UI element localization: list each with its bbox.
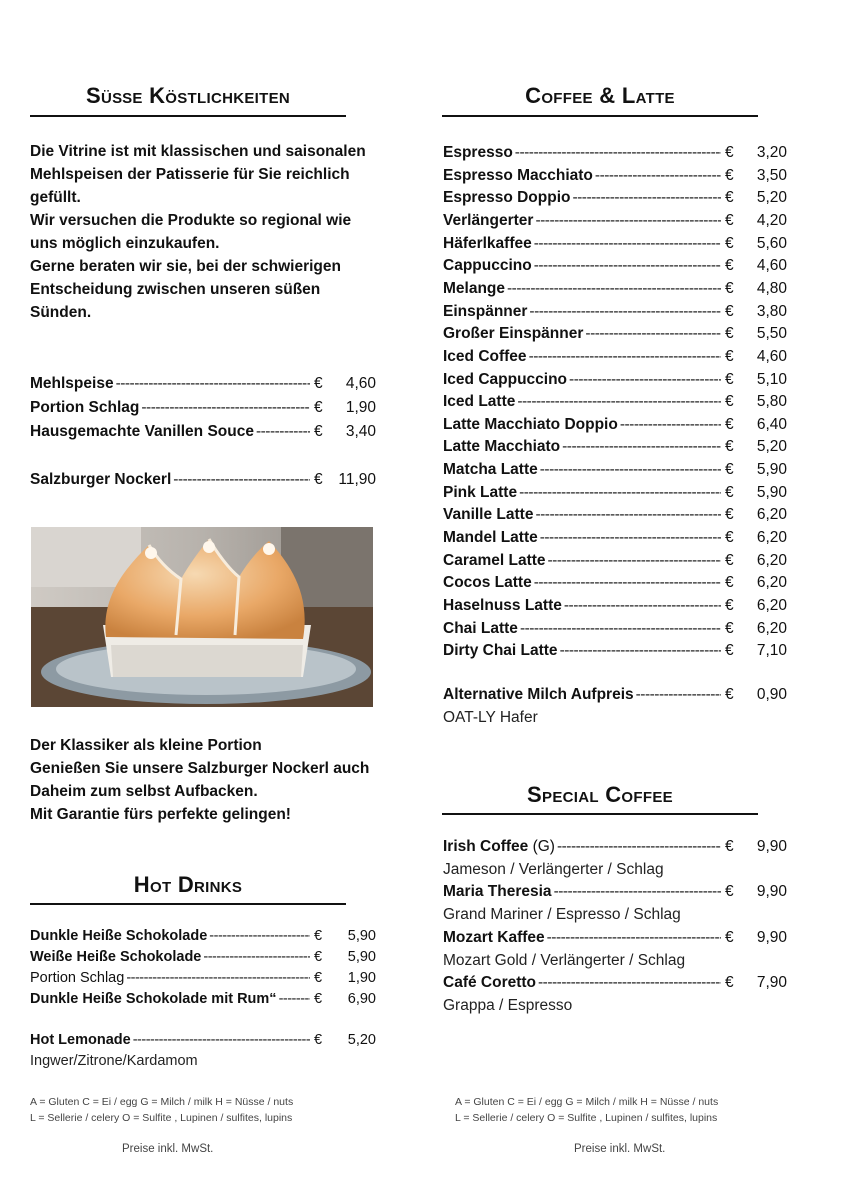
currency-symbol: €: [725, 838, 734, 855]
currency-symbol: €: [725, 597, 734, 614]
menu-item-portion-schlag-hot: [30, 970, 376, 986]
dot-leader: [520, 620, 721, 638]
currency-symbol: €: [725, 506, 734, 524]
item-price: 6,40: [756, 415, 787, 433]
item-price: 6,20: [756, 597, 787, 614]
item-name: [443, 235, 532, 253]
dot-leader: [515, 144, 721, 162]
dot-leader: [507, 280, 721, 298]
item-price: 5,80: [756, 393, 787, 411]
item-price: 6,20: [756, 529, 787, 547]
dot-leader: [203, 949, 310, 965]
dot-leader: [569, 371, 721, 389]
menu-item-latte-macchiato: [443, 438, 787, 456]
currency-symbol: €: [725, 529, 734, 547]
item-price: 9,90: [756, 838, 787, 855]
menu-item-salzburger-nockerl: [30, 471, 376, 489]
item-price: 5,60: [756, 234, 787, 252]
currency-symbol: €: [314, 1032, 323, 1048]
currency-symbol: €: [725, 302, 734, 320]
dot-leader: [538, 974, 721, 992]
item-price: 6,20: [756, 574, 787, 592]
currency-symbol: €: [725, 279, 734, 297]
item-name: [443, 974, 536, 992]
menu-item-haselnuss-latte: [443, 597, 787, 615]
item-name: [443, 167, 593, 185]
item-name-text: Häferlkaffee: [443, 234, 532, 252]
dot-leader: [534, 574, 721, 592]
item-price: 4,80: [756, 279, 787, 297]
item-price: 1,90: [347, 970, 376, 986]
menu-item-portion-schlag: [30, 399, 376, 417]
coffee-latte-heading-rule: [442, 115, 758, 117]
allergen-legend-left: A = Gluten C = Ei / egg G = Milch / milk H = Nüsse / nuts L = Sellerie / celery O = Sulfite , Lupinen / sulfites, lupins: [30, 1096, 294, 1124]
dot-leader: [564, 597, 721, 615]
currency-symbol: €: [314, 928, 323, 944]
hot-drinks-heading-rule: [30, 903, 346, 905]
menu-item-iced-cappuccino: [443, 371, 787, 389]
menu-item-pink-latte: [443, 484, 787, 502]
item-name: Salzburger Nockerl: [30, 471, 172, 488]
special-coffee-ingredients: Grappa / Espresso: [443, 996, 573, 1014]
dot-leader: [595, 167, 721, 185]
sweets-heading: Süße Köstlichkeiten: [85, 83, 291, 108]
item-name-text: Matcha Latte: [443, 461, 538, 479]
item-name-text: Espresso Macchiato: [443, 166, 593, 184]
currency-symbol: €: [725, 347, 734, 365]
item-price: 4,60: [345, 375, 376, 392]
item-price: 5,20: [347, 1032, 376, 1048]
item-name: Portion Schlag: [30, 970, 125, 986]
dot-leader: [529, 348, 721, 366]
item-name: [443, 416, 618, 434]
item-name-text: Chai Latte: [443, 619, 518, 637]
menu-item-verlangerter: [443, 212, 787, 230]
special-coffee-ingredients: Grand Mariner / Espresso / Schlag: [443, 906, 681, 924]
menu-item-maria-theresia: [443, 883, 787, 901]
item-price: 3,40: [345, 423, 376, 440]
currency-symbol: €: [725, 166, 734, 184]
dot-leader: [535, 506, 721, 524]
item-name: Mehlspeise: [30, 375, 114, 392]
item-name: [443, 257, 532, 275]
special-coffee-heading: Special Coffee: [527, 782, 673, 807]
currency-symbol: €: [725, 370, 734, 388]
menu-item-espresso-macchiato: [443, 167, 787, 185]
item-name-text: Iced Latte: [443, 393, 516, 411]
currency-symbol: €: [725, 257, 734, 275]
menu-item-caramel-latte: [443, 552, 787, 570]
dot-leader: [572, 189, 721, 207]
dot-leader: [560, 642, 721, 660]
item-name: [443, 620, 518, 638]
currency-symbol: €: [314, 949, 323, 965]
currency-symbol: €: [314, 970, 323, 986]
dot-leader: [557, 838, 721, 856]
item-name: [443, 438, 560, 456]
item-name: [443, 212, 533, 230]
dot-leader: [173, 471, 310, 489]
currency-symbol: €: [725, 234, 734, 252]
item-name: [443, 929, 545, 947]
menu-item-melange: [443, 280, 787, 298]
item-name-text: Caramel Latte: [443, 551, 546, 569]
menu-item-einspanner: [443, 303, 787, 321]
item-name: [443, 303, 527, 321]
dot-leader: [279, 991, 310, 1007]
currency-symbol: €: [725, 393, 734, 411]
hot-drinks-heading: Hot Drinks: [133, 872, 243, 897]
currency-symbol: €: [725, 642, 734, 660]
item-name: [443, 189, 570, 207]
price-note-left: Preise inkl. MwSt.: [122, 1143, 214, 1155]
item-price: 5,50: [756, 325, 787, 343]
nockerl-description-text: Der Klassiker als kleine Portion Genießen Sie unsere Salzburger Nockerl auch Daheim zum selbst Aufbacken. Mit Garantie fürs perfekte gelingen!: [30, 737, 370, 823]
menu-item-iced-latte: [443, 393, 787, 411]
dot-leader: [133, 1032, 310, 1048]
menu-item-vanille-latte: [443, 506, 787, 524]
currency-symbol: €: [725, 619, 734, 637]
item-name-text: Melange: [443, 279, 506, 297]
sweets-heading-rule: [30, 115, 346, 117]
item-name: Dunkle Heiße Schokolade: [30, 928, 208, 944]
coffee-latte-heading: Coffee & Latte: [525, 83, 675, 108]
item-name: [443, 506, 533, 524]
item-price: 3,80: [756, 302, 787, 320]
menu-item-dirty-chai-latte: [443, 642, 787, 660]
currency-symbol: €: [725, 325, 734, 343]
item-price: 5,90: [347, 928, 376, 944]
item-name: Portion Schlag: [30, 399, 140, 416]
item-name-text: Mandel Latte: [443, 529, 538, 547]
item-name-text: Großer Einspänner: [443, 325, 584, 343]
item-price: 1,90: [345, 399, 376, 416]
item-price: 3,50: [756, 166, 787, 184]
dot-leader: [540, 529, 721, 547]
dot-leader: [636, 686, 721, 704]
dot-leader: [548, 552, 721, 570]
item-name-text: Haselnuss Latte: [443, 597, 562, 614]
item-price: 5,10: [756, 370, 787, 388]
currency-symbol: €: [314, 471, 323, 488]
item-name-text: Café Coretto: [443, 973, 537, 991]
item-price: 3,20: [756, 144, 787, 161]
menu-item-grosser-einspanner: [443, 325, 787, 343]
currency-symbol: €: [725, 928, 734, 946]
item-price: 9,90: [756, 928, 787, 946]
dot-leader: [209, 928, 310, 944]
alternative-milch-note: OAT-LY Hafer: [443, 709, 538, 726]
item-name: [443, 642, 558, 660]
item-name: [443, 280, 505, 298]
menu-item-irish-coffee: [443, 838, 787, 856]
menu-item-dunkle-schokolade: [30, 928, 376, 944]
currency-symbol: €: [725, 144, 734, 161]
special-coffee-heading-rule: [442, 813, 758, 815]
item-name: [443, 144, 513, 162]
currency-symbol: €: [725, 883, 734, 901]
item-name: Dunkle Heiße Schokolade mit Rum“: [30, 991, 277, 1007]
item-name: [443, 325, 583, 343]
dot-leader: [517, 393, 721, 411]
item-name: Hausgemachte Vanillen Souce: [30, 423, 254, 440]
currency-symbol: €: [314, 375, 323, 392]
item-name-text: Iced Cappuccino: [443, 370, 568, 388]
item-price: 5,90: [756, 483, 787, 501]
currency-symbol: €: [725, 211, 734, 229]
menu-item-alternative-milch: [443, 686, 787, 704]
dot-leader: [126, 970, 310, 986]
special-coffee-ingredients: Mozart Gold / Verlängerter / Schlag: [443, 951, 686, 969]
item-name-text: Dirty Chai Latte: [443, 642, 558, 660]
currency-symbol: €: [314, 423, 323, 440]
nockerl-illustration: [31, 527, 373, 707]
item-price: 6,20: [756, 619, 787, 637]
dot-leader: [141, 399, 310, 417]
item-price: 4,20: [756, 211, 787, 229]
menu-item-chai-latte: [443, 620, 787, 638]
item-name: Hot Lemonade: [30, 1032, 131, 1048]
item-price: 6,20: [756, 551, 787, 569]
currency-symbol: €: [725, 686, 734, 703]
menu-item-cocos-latte: [443, 574, 787, 592]
menu-item-weisse-schokolade: [30, 949, 376, 965]
item-name-text: Einspänner: [443, 302, 528, 320]
dot-leader: [529, 303, 721, 321]
menu-item-espresso: [443, 144, 787, 162]
item-price: 7,90: [756, 973, 787, 991]
currency-symbol: €: [725, 415, 734, 433]
menu-item-iced-coffee: [443, 348, 787, 366]
currency-symbol: €: [725, 189, 734, 207]
menu-item-schokolade-mit-rum: [30, 991, 376, 1007]
hot-lemonade-ingredients: Ingwer/Zitrone/Kardamom: [30, 1053, 198, 1069]
currency-symbol: €: [725, 574, 734, 592]
currency-symbol: €: [314, 399, 323, 416]
item-name-text: Iced Coffee: [443, 347, 527, 365]
item-name: [443, 574, 532, 592]
item-name-text: Cocos Latte: [443, 574, 532, 592]
item-name: [443, 484, 517, 502]
menu-item-vanillen-souce: [30, 423, 376, 441]
allergen-suffix: (G): [528, 838, 555, 855]
currency-symbol: €: [725, 551, 734, 569]
dot-leader: [519, 484, 721, 502]
salzburger-nockerl-photo: [31, 527, 373, 707]
dot-leader: [534, 235, 721, 253]
menu-item-cappuccino: [443, 257, 787, 275]
currency-symbol: €: [725, 438, 734, 456]
item-name: [443, 371, 567, 389]
currency-symbol: €: [725, 973, 734, 991]
item-name: [443, 461, 538, 479]
currency-symbol: €: [314, 991, 323, 1007]
item-price: 5,90: [347, 949, 376, 965]
item-price: 4,60: [756, 347, 787, 365]
item-price: 0,90: [756, 686, 787, 703]
dot-leader: [534, 257, 721, 275]
dot-leader: [554, 883, 721, 901]
item-name-text: Espresso: [443, 144, 513, 161]
item-name: [443, 838, 555, 856]
item-name-text: Pink Latte: [443, 483, 518, 501]
item-name: [443, 529, 538, 547]
item-price: 7,10: [756, 642, 787, 660]
price-note-right: Preise inkl. MwSt.: [574, 1143, 666, 1155]
dot-leader: [256, 423, 310, 441]
item-price: 5,90: [756, 461, 787, 479]
item-name: [443, 883, 552, 901]
menu-item-latte-macchiato-doppio: [443, 416, 787, 434]
item-name-text: Verlängerter: [443, 211, 534, 229]
item-price: 9,90: [756, 883, 787, 901]
item-name: [443, 552, 546, 570]
item-name-text: Latte Macchiato Doppio: [443, 415, 618, 433]
dot-leader: [540, 461, 721, 479]
menu-item-haferlkaffee: [443, 235, 787, 253]
item-name-text: Irish Coffee: [443, 838, 529, 855]
special-coffee-ingredients: Jameson / Verlängerter / Schlag: [443, 861, 664, 878]
dot-leader: [535, 212, 721, 230]
menu-item-mozart-kaffee: [443, 929, 787, 947]
item-name: Alternative Milch Aufpreis: [443, 686, 634, 703]
item-name-text: Maria Theresia: [443, 883, 552, 901]
item-name-text: Mozart Kaffee: [443, 928, 545, 946]
dot-leader: [562, 438, 721, 456]
menu-item-matcha-latte: [443, 461, 787, 479]
dot-leader: [620, 416, 721, 434]
menu-item-mehlspeise: [30, 375, 376, 393]
sweets-intro-text: Die Vitrine ist mit klassischen und saisonalen Mehlspeisen der Patisserie für Sie reichlich gefüllt. Wir versuchen die Produkte so regional wie uns möglich einzukaufen. Gerne beraten wir sie, bei der schwierigen Entscheidung zwischen unseren süßen Sünden.: [30, 143, 366, 321]
item-name: [443, 597, 562, 615]
item-name-text: Latte Macchiato: [443, 438, 561, 456]
item-price: 11,90: [338, 471, 376, 488]
item-name-text: Cappuccino: [443, 257, 532, 275]
item-name: [443, 393, 515, 411]
item-price: 4,60: [756, 257, 787, 275]
item-price: 5,20: [756, 438, 787, 456]
currency-symbol: €: [725, 483, 734, 501]
item-price: 6,20: [756, 506, 787, 524]
menu-item-cafe-coretto: [443, 974, 787, 992]
dot-leader: [116, 375, 310, 393]
item-name-text: Espresso Doppio: [443, 189, 571, 207]
menu-item-espresso-doppio: [443, 189, 787, 207]
menu-item-mandel-latte: [443, 529, 787, 547]
item-name: [443, 348, 527, 366]
menu-item-hot-lemonade: [30, 1032, 376, 1048]
item-name: Weiße Heiße Schokolade: [30, 949, 202, 965]
item-name-text: Vanille Latte: [443, 506, 534, 524]
currency-symbol: €: [725, 461, 734, 479]
item-price: 5,20: [756, 189, 787, 207]
dot-leader: [585, 325, 721, 343]
dot-leader: [547, 929, 721, 947]
allergen-legend-right: A = Gluten C = Ei / egg G = Milch / milk H = Nüsse / nuts L = Sellerie / celery O = Sulfite , Lupinen / sulfites, lupins: [455, 1096, 719, 1124]
item-price: 6,90: [347, 991, 376, 1007]
